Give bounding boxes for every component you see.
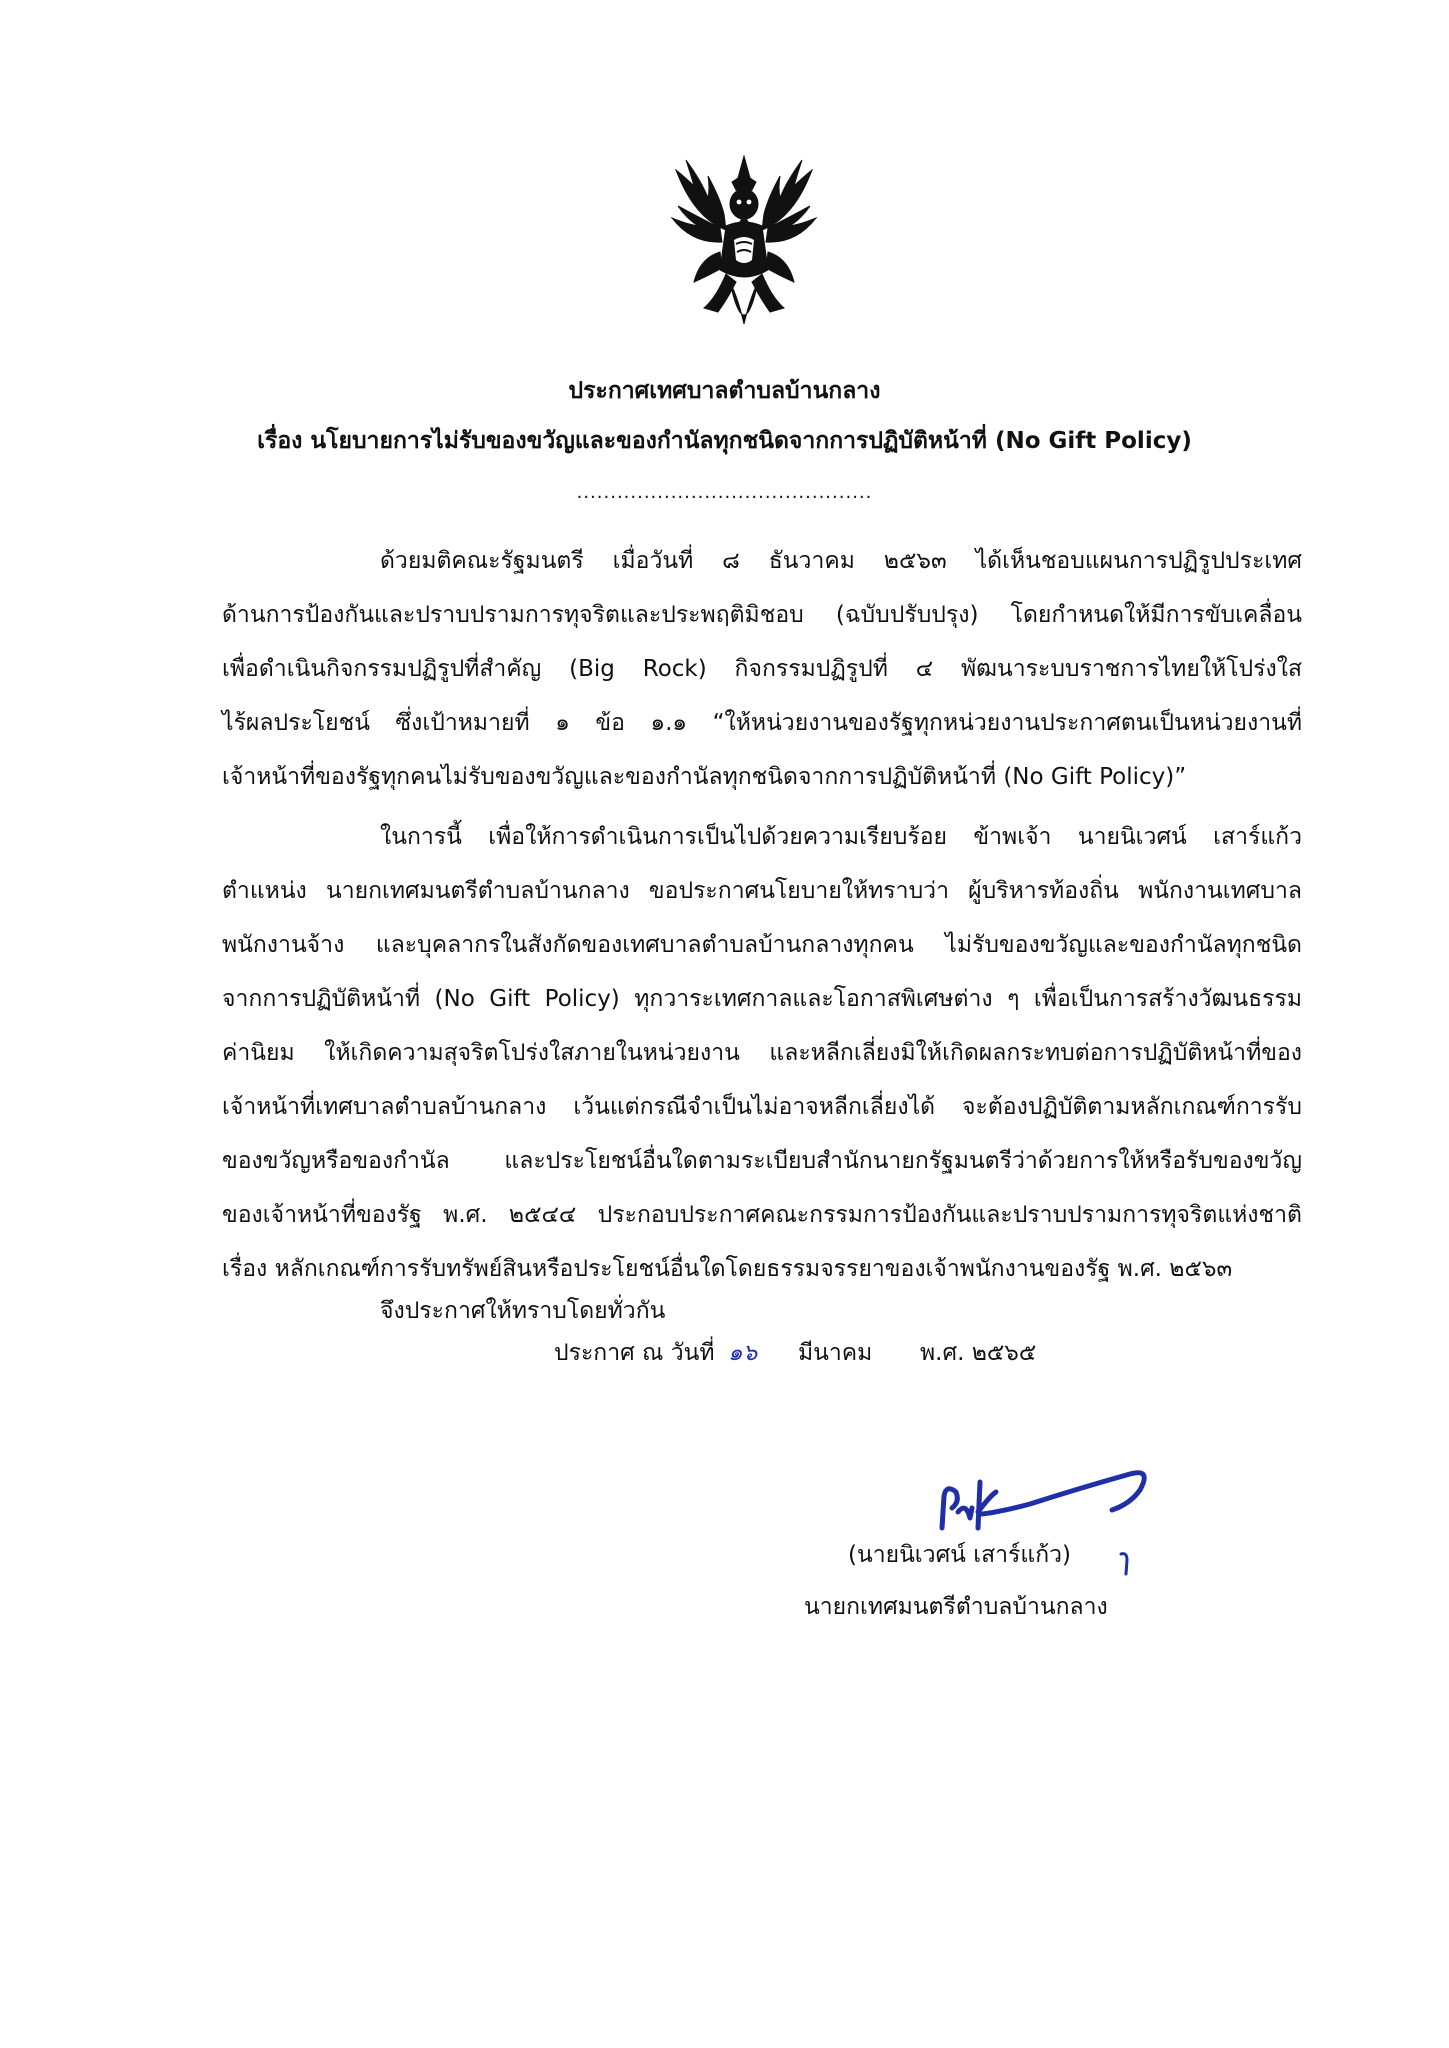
announcement-title: ประกาศเทศบาลตำบลบ้านกลาง (568, 378, 881, 404)
paragraph-2-line: จากการปฏิบัติหน้าที่ (No Gift Policy) ทุกวาระเทศกาลและโอกาสพิเศษต่าง ๆ เพื่อเป็นการสร้างวัฒนธรรม (222, 986, 1302, 1012)
closing-statement: จึงประกาศให้ทราบโดยทั่วกัน (380, 1298, 666, 1324)
paragraph-2-line: พนักงานจ้าง และบุคลากรในสังกัดของเทศบาลตำบลบ้านกลางทุกคน ไม่รับของขวัญและของกำนัลทุกชนิด (222, 932, 1302, 958)
paragraph-2-line: เรื่อง หลักเกณฑ์การรับทรัพย์สินหรือประโยชน์อื่นใดโดยธรรมจรรยาของเจ้าพนักงานของรัฐ พ.ศ. ๒๕๖๓ (222, 1256, 1233, 1282)
signature-tick-icon (1118, 1548, 1132, 1578)
paragraph-2-line: ตำแหน่ง นายกเทศมนตรีตำบลบ้านกลาง ขอประกาศนโยบายให้ทราบว่า ผู้บริหารท้องถิ่น พนักงานเทศบาล (222, 878, 1302, 904)
announcement-subject: เรื่อง นโยบายการไม่รับของขวัญและของกำนัลทุกชนิดจากการปฏิบัติหน้าที่ (No Gift Policy) (257, 428, 1192, 454)
title-separator: ............................................ (576, 482, 873, 503)
paragraph-2-line: ของขวัญหรือของกำนัล และประโยชน์อื่นใดตามระเบียบสำนักนายกรัฐมนตรีว่าด้วยการให้หรือรับของขวัญ (222, 1148, 1302, 1174)
paragraph-1-line: เจ้าหน้าที่ของรัฐทุกคนไม่รับของขวัญและของกำนัลทุกชนิดจากการปฏิบัติหน้าที่ (No Gift Policy)” (222, 764, 1187, 790)
paragraph-1-line: เพื่อดำเนินกิจกรรมปฏิรูปที่สำคัญ (Big Rock) กิจกรรมปฏิรูปที่ ๔ พัฒนาระบบราชการไทยให้โปร่งใส (222, 656, 1302, 682)
announcement-date (554, 1338, 1036, 1368)
signatory-position: นายกเทศมนตรีตำบลบ้านกลาง (804, 1594, 1108, 1620)
paragraph-2-line: ในการนี้ เพื่อให้การดำเนินการเป็นไปด้วยความเรียบร้อย ข้าพเจ้า นายนิเวศน์ เสาร์แก้ว (380, 824, 1302, 850)
signatory-name: (นายนิเวศน์ เสาร์แก้ว) (848, 1542, 1072, 1568)
date-day-handwritten: ๑๖ (728, 1340, 758, 1366)
date-month: มีนาคม (798, 1340, 873, 1366)
date-year: พ.ศ. ๒๕๖๕ (920, 1340, 1037, 1366)
paragraph-2-line: ค่านิยม ให้เกิดความสุจริตโปร่งใสภายในหน่วยงาน และหลีกเลี่ยงมิให้เกิดผลกระทบต่อการปฏิบัติหน้าที่ของ (222, 1040, 1302, 1066)
paragraph-1-line: ไร้ผลประโยชน์ ซึ่งเป้าหมายที่ ๑ ข้อ ๑.๑ “ให้หน่วยงานของรัฐทุกหน่วยงานประกาศตนเป็นหน่วยงานที่ (222, 710, 1302, 736)
date-prefix: ประกาศ ณ วันที่ (554, 1340, 715, 1366)
paragraph-1-line: ด้วยมติคณะรัฐมนตรี เมื่อวันที่ ๘ ธันวาคม ๒๕๖๓ ได้เห็นชอบแผนการปฏิรูปประเทศ (380, 548, 1302, 574)
paragraph-1-line: ด้านการป้องกันและปราบปรามการทุจริตและประพฤติมิชอบ (ฉบับปรับปรุง) โดยกำหนดให้มีการขับเคลื่อน (222, 602, 1302, 628)
paragraph-2-line: เจ้าหน้าที่เทศบาลตำบลบ้านกลาง เว้นแต่กรณีจำเป็นไม่อาจหลีกเลี่ยงได้ จะต้องปฏิบัติตามหลักเกณฑ์การรับ (222, 1094, 1302, 1120)
signature-icon (930, 1462, 1160, 1552)
paragraph-2-line: ของเจ้าหน้าที่ของรัฐ พ.ศ. ๒๕๔๔ ประกอบประกาศคณะกรรมการป้องกันและปราบปรามการทุจริตแห่งชาติ (222, 1202, 1302, 1228)
garuda-emblem-icon (664, 148, 824, 348)
